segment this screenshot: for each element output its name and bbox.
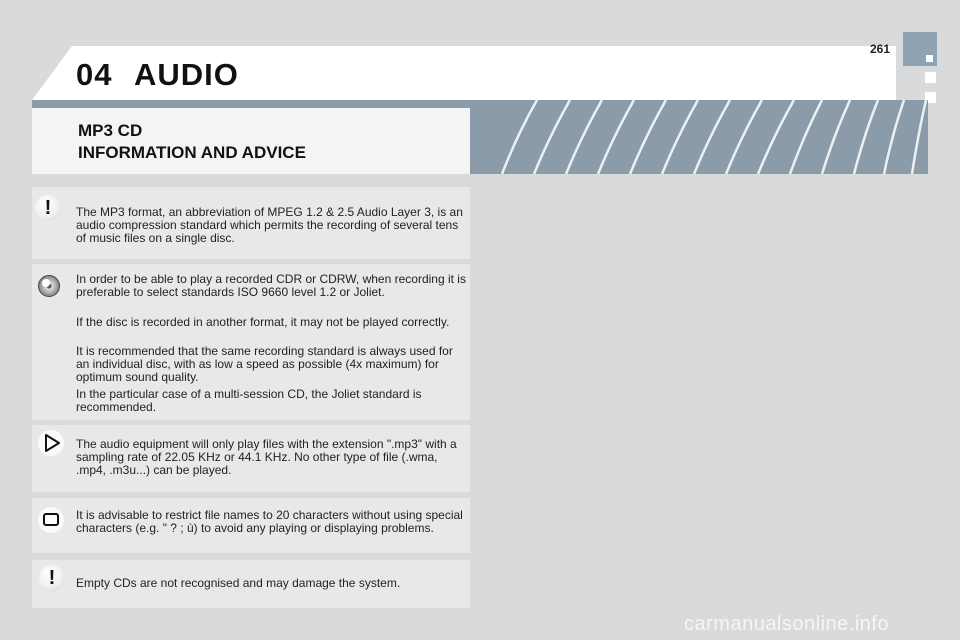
rounded-square-shape <box>43 513 59 526</box>
chapter-tab-dot <box>926 55 933 62</box>
rounded-square-icon <box>38 507 64 533</box>
section-title-line1: MP3 CD <box>78 121 143 140</box>
note-paragraph: It is recommended that the same recording standard is always used for an individual disc, with as low a speed as possible (4x maximum) for optimum sound quality. <box>76 344 453 384</box>
note-paragraph: If the disc is recorded in another format, it may not be played correctly. <box>76 315 450 329</box>
note-paragraph: Empty CDs are not recognised and may damage the system. <box>76 576 401 590</box>
info-note-mp3-format <box>32 187 470 259</box>
note-paragraph: In the particular case of a multi-session CD, the Joliet standard is recommended. <box>76 387 422 414</box>
note-paragraph: The audio equipment will only play files with the extension ".mp3" with a sampling rate of 22.05 KHz or 44.1 KHz. No other type of file (.wma, .mp4, .m3u...) can be played. <box>76 437 457 477</box>
chapter-title: AUDIO <box>134 57 239 92</box>
note-paragraph: In order to be able to play a recorded CDR or CDRW, when recording it is preferable to select standards ISO 9660 level 1.2 or Joliet. <box>76 272 466 299</box>
play-triangle-shape <box>38 430 64 456</box>
disc-shine <box>42 279 50 287</box>
section-title <box>78 120 306 164</box>
warning-exclamation-icon: ! <box>39 565 65 591</box>
page-number: 261 <box>870 42 891 56</box>
chapter-tab-square <box>925 72 936 83</box>
info-note-recording-standards <box>32 264 470 420</box>
info-note-file-names <box>32 498 470 553</box>
info-note-file-extension <box>32 425 470 492</box>
section-title-line2: INFORMATION AND ADVICE <box>78 143 306 162</box>
chapter-number: 04 <box>76 57 113 92</box>
info-note-empty-cds <box>32 560 470 608</box>
chapter-tab-marker <box>903 32 937 66</box>
warning-exclamation-icon: ! <box>35 195 61 221</box>
site-watermark: carmanualsonline.info <box>684 613 890 635</box>
section-heading-diagonal <box>430 108 470 174</box>
disc-icon <box>38 275 60 297</box>
play-triangle-icon <box>38 430 64 456</box>
note-paragraph: It is advisable to restrict file names to 20 characters without using special characters (e.g. " ? ; ù) to avoid any playing or displaying problems. <box>76 508 463 535</box>
note-paragraph: The MP3 format, an abbreviation of MPEG 1.2 & 2.5 Audio Layer 3, is an audio compression standard which permits the recording of several tens of music files on a single disc. <box>76 205 463 245</box>
banner-diagonal-cut <box>32 46 72 100</box>
